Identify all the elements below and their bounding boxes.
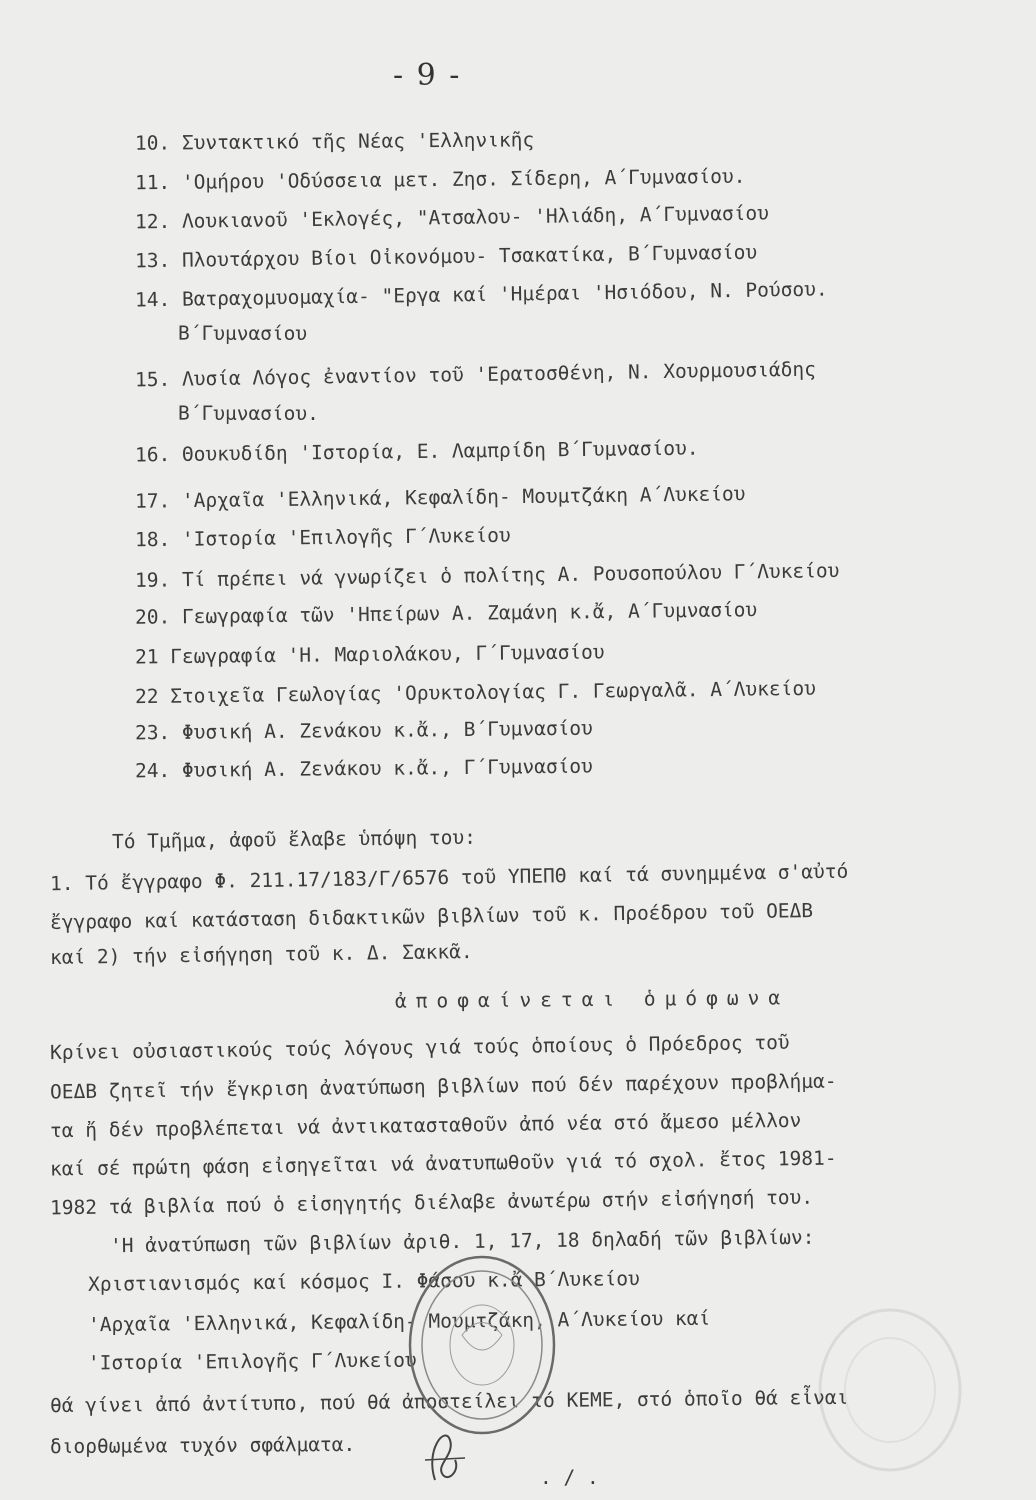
body-line: Χριστιανισμός καί κόσμος Ι. Φάσου κ.ἄ Β΄Λυκείου <box>87 1267 640 1296</box>
signature <box>415 1420 485 1490</box>
list-item: 16. Θουκυδίδη 'Ιστορία, Ε. Λαμπρίδη Β΄Γυμνασίου. <box>134 436 699 467</box>
list-item: 22 Στοιχεῖα Γεωλογίας 'Ορυκτολογίας Γ. Γεωργαλᾶ. Α΄Λυκείου <box>134 676 817 709</box>
list-item: 18. 'Ιστορία 'Επιλογῆς Γ΄Λυκείου <box>134 523 511 552</box>
body-line: Κρίνει οὐσιαστικούς τούς λόγους γιά τούς ὁποίους ὁ Πρόεδρος τοῦ <box>49 1030 790 1065</box>
list-item: 23. Φυσική Α. Ζενάκου κ.ἄ., Β΄Γυμνασίου <box>134 716 593 745</box>
list-item: 12. Λουκιανοῦ 'Εκλογές, "Ατσαλου- 'Ηλιάδη, Α΄Γυμνασίου <box>134 201 770 234</box>
body-line: Τό Τμῆμα, ἀφοῦ ἔλαβε ὑπόψη του: <box>111 825 477 854</box>
body-line: 'Ιστορία 'Επιλογῆς Γ΄Λυκείου <box>87 1348 417 1375</box>
body-line: 'Αρχαῖα 'Ελληνικά, Κεφαλίδη- Μουμτζάκη, Α΄Λυκείου καί <box>87 1306 711 1337</box>
body-line: καί σέ πρώτη φάση εἰσηγεῖται νά ἀνατυπωθοῦν γιά τό σχολ. ἔτος 1981- <box>49 1146 837 1181</box>
body-line: θά γίνει ἀπό ἀντίτυπο, πού θά ἀποστείλει τό ΚΕΜΕ, στό ὁποῖο θά εἶναι <box>49 1385 849 1418</box>
list-item: 13. Πλουτάρχου Βίοι Οἰκονόμου- Τσακατίκα, Β΄Γυμνασίου <box>134 240 758 273</box>
continuation-mark: . / . <box>540 1466 599 1489</box>
list-item: 17. 'Αρχαῖα 'Ελληνικά, Κεφαλίδη- Μουμτζάκη Α΄Λυκείου <box>134 482 746 513</box>
body-line: 1. Τό ἔγγραφο Φ. 211.17/183/Γ/6576 τοῦ ΥΠΕΠΘ καί τά συνημμένα σ'αὐτό <box>49 859 849 896</box>
list-item: 15. Λυσία Λόγος ἐναντίον τοῦ 'Ερατοσθένη, Ν. Χουρμουσιάδης <box>134 357 817 392</box>
body-line: 'Η ἀνατύπωση τῶν βιβλίων ἀριθ. 1, 17, 18 δηλαδή τῶν βιβλίων: <box>109 1225 815 1258</box>
list-item: 20. Γεωγραφία τῶν 'Ηπείρων Α. Ζαμάνη κ.ἄ, Α΄Γυμνασίου <box>134 598 758 629</box>
body-line: καί 2) τήν εἰσήγηση τοῦ κ. Δ. Σακκᾶ. <box>49 940 473 969</box>
list-item: 24. Φυσική Α. Ζενάκου κ.ἄ., Γ΄Γυμνασίου <box>134 754 593 783</box>
body-line: 1982 τά βιβλία πού ὁ εἰσηγητής διέλαβε ἀνωτέρω στήν εἰσήγησή του. <box>49 1185 814 1220</box>
body-line: διορθωμένα τυχόν σφάλματα. <box>49 1432 356 1459</box>
official-stamp <box>402 1250 562 1440</box>
list-item: 11. 'Ομήρου 'Οδύσσεια μετ. Ζησ. Σίδερη, Α΄Γυμνασίου. <box>134 164 746 195</box>
body-line: ἔγγραφο καί κατάσταση διδακτικῶν βιβλίων τοῦ κ. Προέδρου τοῦ ΟΕΔΒ <box>49 899 814 934</box>
faint-stamp <box>810 1300 970 1480</box>
body-line: τα ἤ δέν προβλέπεται νά ἀντικατασταθοῦν ἀπό νέα στό ἄμεσο μέλλον <box>49 1108 802 1143</box>
list-item: Β΄Γυμνασίου <box>178 322 308 345</box>
list-item: 21 Γεωγραφία 'Η. Μαριολάκου, Γ΄Γυμνασίου <box>134 640 605 669</box>
decision-heading: ἀποφαίνεται ὁμόφωνα <box>394 986 790 1013</box>
page-number: - 9 - <box>393 58 462 93</box>
list-item: 14. Βατραχομυομαχία- "Εργα καί 'Ημέραι 'Ησιόδου, Ν. Ρούσου. <box>134 277 828 312</box>
list-item: Β΄Γυμνασίου. <box>178 402 319 425</box>
list-item: 19. Τί πρέπει νά γνωρίζει ὁ πολίτης Α. Ρουσοπούλου Γ΄Λυκείου <box>134 559 840 592</box>
body-line: ΟΕΔΒ ζητεῖ τήν ἔγκριση ἀνατύπωση βιβλίων πού δέν παρέχουν προβλήμα- <box>49 1069 837 1104</box>
list-item: 10. Συντακτικό τῆς Νέας 'Ελληνικῆς <box>134 128 535 155</box>
